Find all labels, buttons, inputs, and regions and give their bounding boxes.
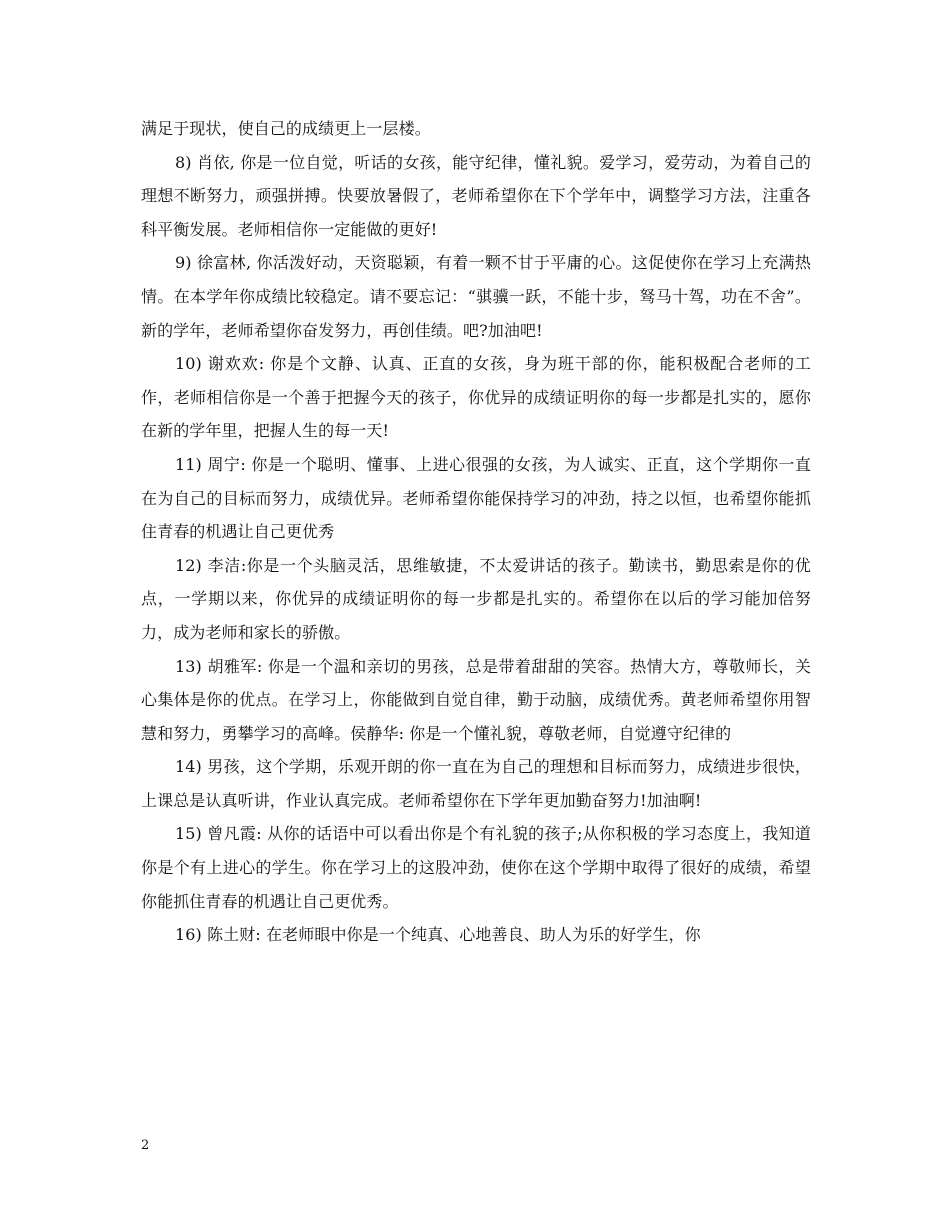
paragraph-comment-10: 10) 谢欢欢: 你是个文静、认真、正直的女孩，身为班干部的你，能积极配合老师的工作，老师相信你是一个善于把握今天的孩子，你优异的成绩证明你的每一步都是扎实的，愿你在新的学年里，把握人生的每一天! xyxy=(141,354,811,441)
paragraph-comment-11: 11) 周宁: 你是一个聪明、懂事、上进心很强的女孩，为人诚实、正直，这个学期你一直在为自己的目标而努力，成绩优异。老师希望你能保持学习的冲劲，持之以恒，也希望你能抓住青春的机遇让自己更优秀 xyxy=(141,454,811,542)
paragraph-comment-15: 15) 曾凡霞: 从你的话语中可以看出你是个有礼貌的孩子;从你积极的学习态度上，我知道你是个有上进心的学生。你在学习上的这股冲劲，使你在这个学期中取得了很好的成绩，希望你能抓住青春的机遇让自己更优秀。 xyxy=(141,824,811,911)
paragraph-comment-8: 8) 肖依, 你是一位自觉，听话的女孩，能守纪律，懂礼貌。爱学习，爱劳动，为着自己的理想不断努力，顽强拼搏。快要放暑假了，老师希望你在下个学年中，调整学习方法，注重各科平衡发展。老师相信你一定能做的更好! xyxy=(141,152,811,239)
paragraph-comment-9: 9) 徐富林, 你活泼好动，天资聪颖，有着一颗不甘于平庸的心。这促使你在学习上充满热情。在本学年你成绩比较稳定。请不要忘记：“骐骥一跃，不能十步，驽马十驾，功在不舍”。新的学年，老师希望你奋发努力，再创佳绩。吧?加油吧! xyxy=(141,253,811,340)
paragraph-comment-13: 13) 胡雅军: 你是一个温和亲切的男孩，总是带着甜甜的笑容。热情大方，尊敬师长，关心集体是你的优点。在学习上，你能做到自觉自律，勤于动脑，成绩优秀。黄老师希望你用智慧和努力，勇攀学习的高峰。侯静华: 你是一个懂礼貌，尊敬老师，自觉遵守纪律的 xyxy=(141,656,811,743)
paragraph-comment-16: 16) 陈土财: 在老师眼中你是一个纯真、心地善良、助人为乐的好学生，你 xyxy=(175,925,701,945)
paragraph-comment-14: 14) 男孩，这个学期，乐观开朗的你一直在为自己的理想和目标而努力，成绩进步很快，上课总是认真听讲，作业认真完成。老师希望你在下学年更加勤奋努力!加油啊! xyxy=(141,757,811,810)
paragraph-continuation: 满足于现状，使自己的成绩更上一层楼。 xyxy=(141,119,431,138)
page-number: 2 xyxy=(141,1138,150,1153)
body-text xyxy=(141,112,811,952)
paragraph-comment-12: 12) 李洁:你是一个头脑灵活，思维敏捷，不太爱讲话的孩子。勤读书，勤思索是你的优点，一学期以来，你优异的成绩证明你的每一步都是扎实的。希望你在以后的学习能加倍努力，成为老师和家长的骄傲。 xyxy=(141,555,811,642)
